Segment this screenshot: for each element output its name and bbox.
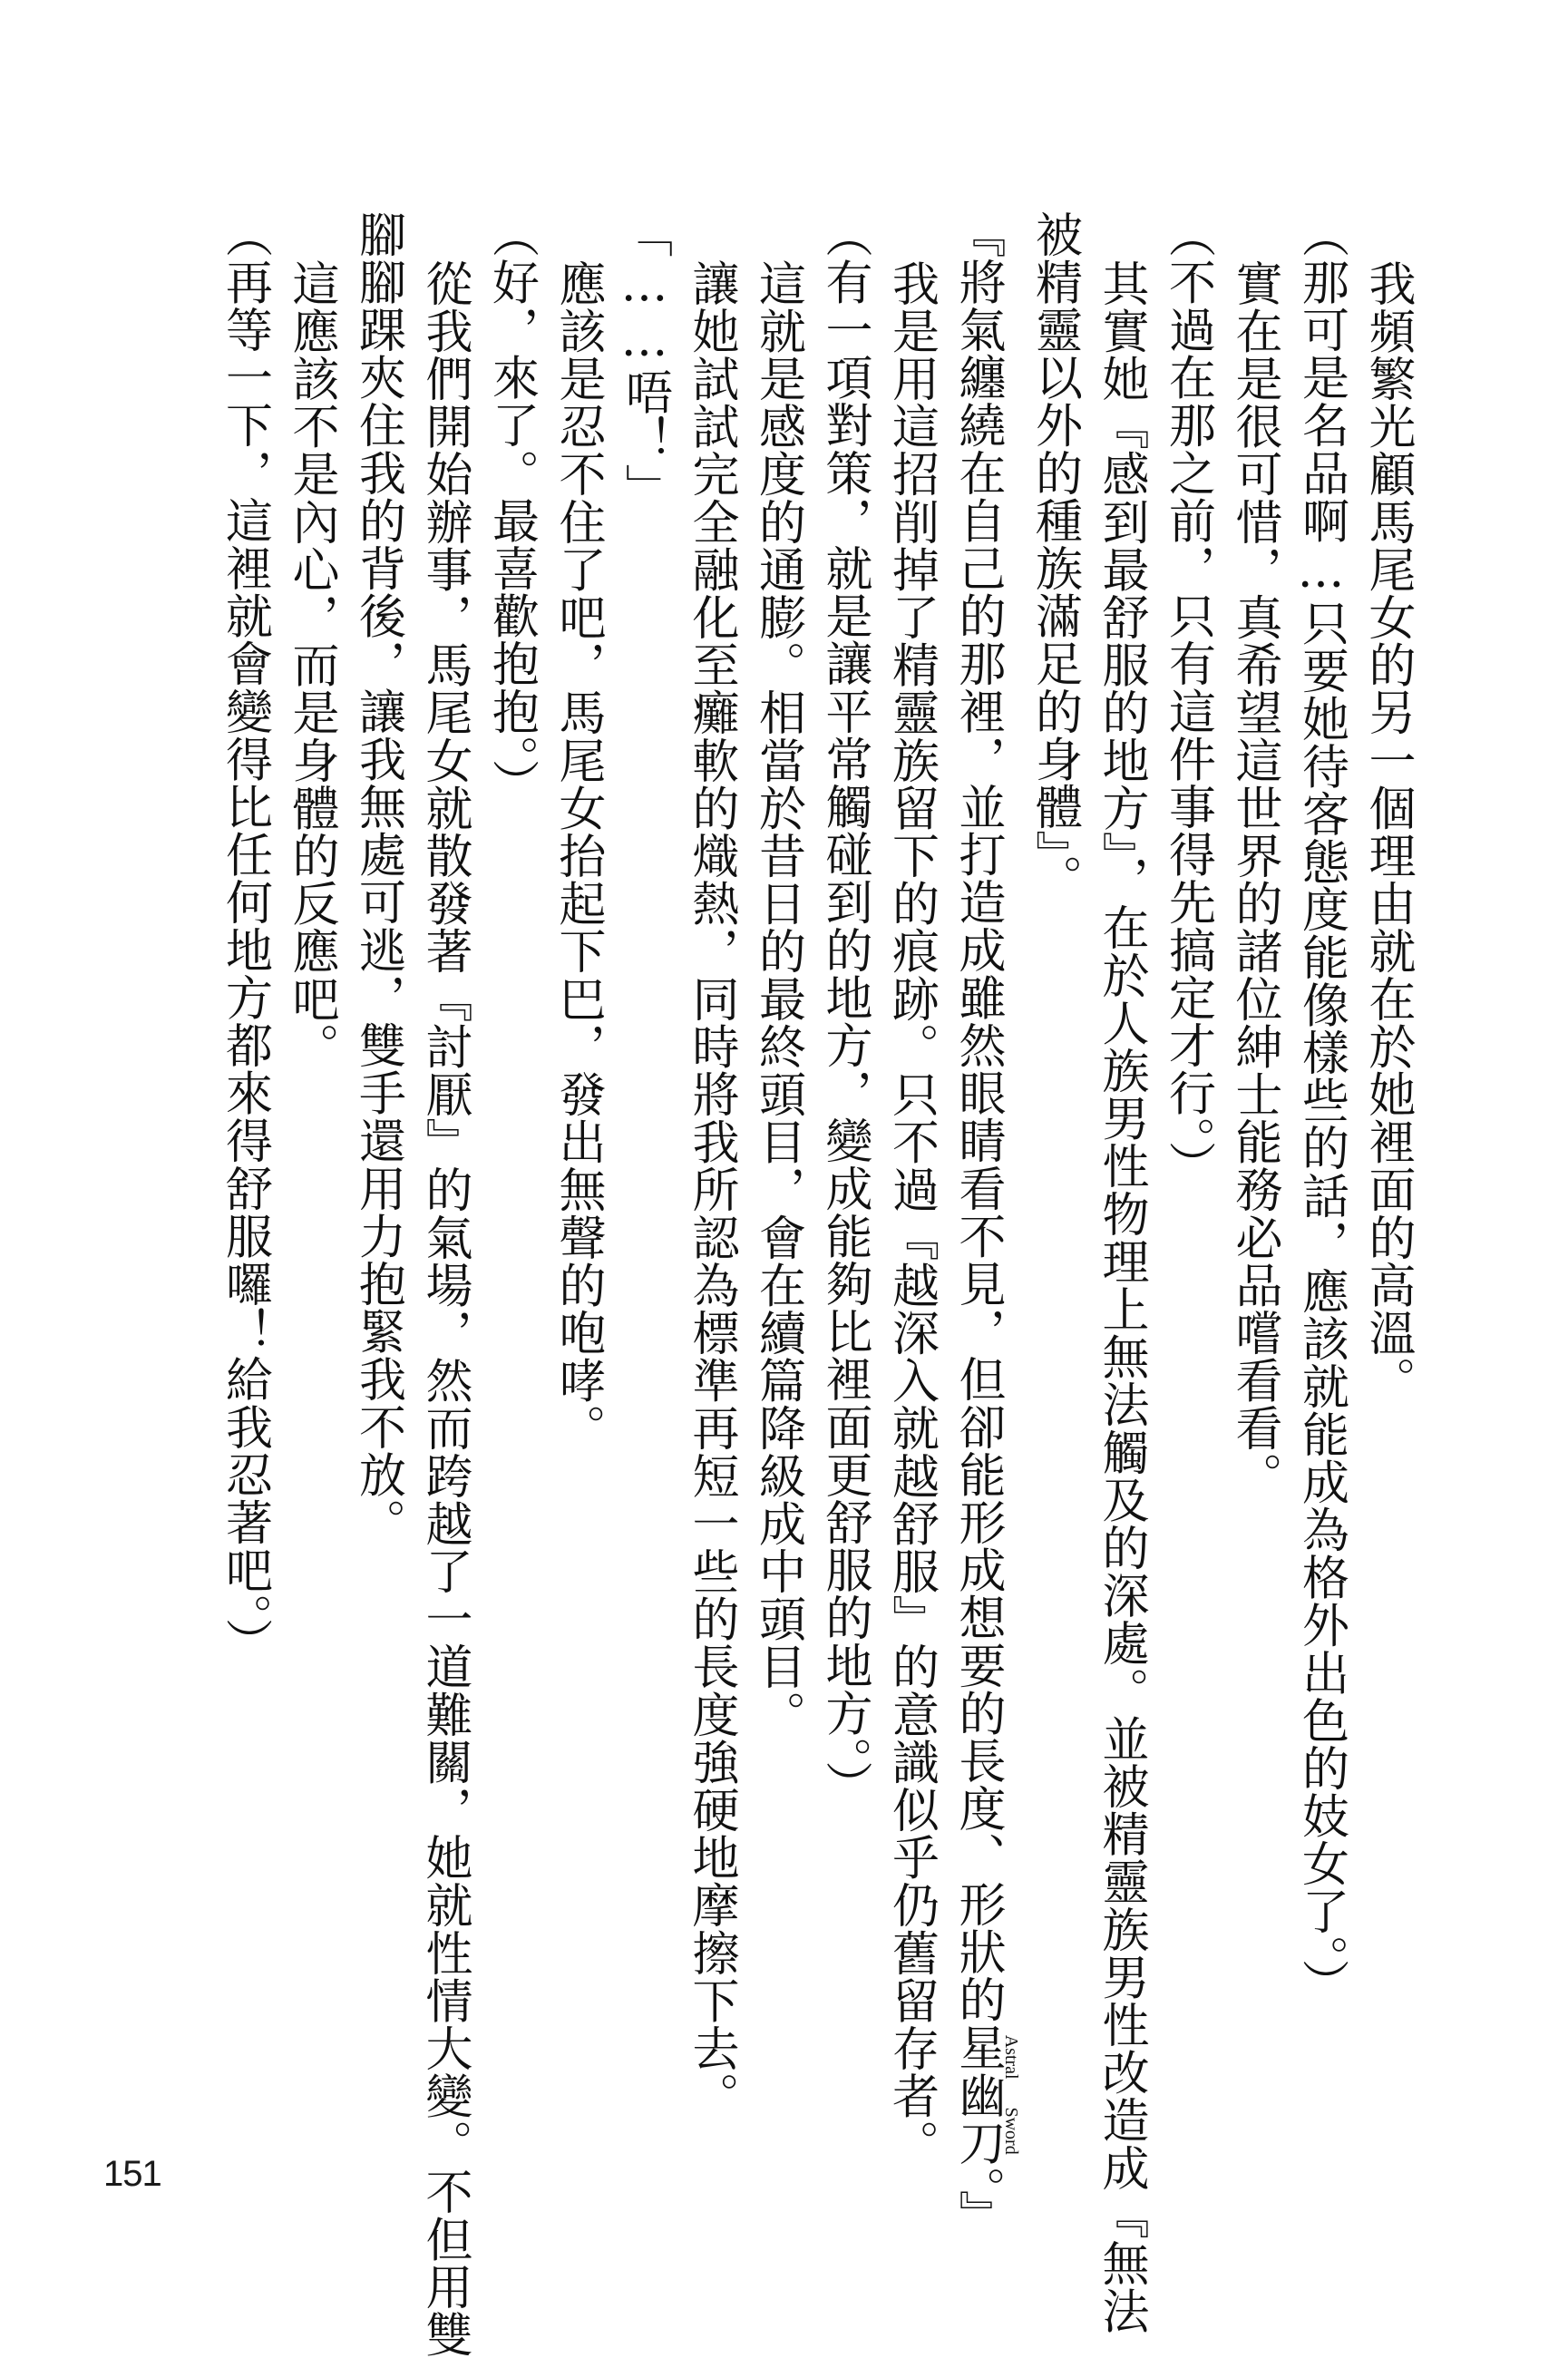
text-line-13: 應該是忍不住了吧，馬尾女抬起下巴，發出無聲的咆哮。 xyxy=(550,259,605,1452)
text-line-16: 腳腳踝夾住我的背後，讓我無處可逃，雙手還用力抱緊我不放。 xyxy=(350,210,405,1546)
text-line-6: 被精靈以外的種族滿足的身體』。 xyxy=(1027,210,1082,902)
text-line-10: 這就是感度的通膨。相當於昔日的最終頭目，會在續篇降級成中頭目。 xyxy=(750,259,805,1739)
text-line-8: 我是用這招削掉了精靈族留下的痕跡。只不過『越深入就越舒服』的意識似乎仍舊留存者。 xyxy=(883,259,939,2168)
text-line-1: 我頻繁光顧馬尾女的另一個理由就在於她裡面的高溫。 xyxy=(1360,259,1415,1405)
text-line-12: 「……唔！」 xyxy=(617,210,672,512)
text-line-2: （那可是名品啊…只要她待客態度能像樣些的話，應該就能成為格外出色的妓女了。） xyxy=(1293,210,1349,2007)
astral-sword-ruby xyxy=(950,2022,1021,2167)
page-number: 151 xyxy=(103,2154,161,2194)
ruby-annotation: Astral Sword xyxy=(1001,2022,1021,2167)
text-line-3: 實在是很可惜，真希望這世界的諸位紳士能務必品嚐看看。 xyxy=(1227,259,1281,1500)
text-line-14: （好，來了。最喜歡抱抱。） xyxy=(483,210,539,807)
text-line-7-main: 『將氣纏繞在自己的那裡，並打造成雖然眼睛看不見，但卻能形成想要的長度、形狀的 xyxy=(950,210,1005,2023)
text-line-9: （有一項對策，就是讓平常觸碰到的地方，變成能夠比裡面更舒服的地方。） xyxy=(817,210,872,1809)
text-line-15: 從我們開始辦事，馬尾女就散發著『討厭』的氣場，然而跨越了一道難關，她就性情大變。不但用雙 xyxy=(417,259,472,2358)
text-line-4: （不過在那之前，只有這件事得先搞定才行。） xyxy=(1160,210,1215,1189)
text-line-17: 這應該不是內心，而是身體的反應吧。 xyxy=(284,259,338,1071)
text-line-7-tail: 。』 xyxy=(950,2166,1005,2238)
text-line-18: （再等一下，這裡就會變得比任何地方都來得舒服囉！給我忍著吧。） xyxy=(217,210,272,1666)
ruby-base: 星幽刀 xyxy=(950,2022,1005,2167)
text-line-11: 讓她試試完全融化至癱軟的熾熱，同時將我所認為標準再短一些的長度強硬地摩擦下去。 xyxy=(684,259,738,2120)
text-line-7 xyxy=(944,210,1021,2238)
vertical-text-body xyxy=(210,210,1420,2358)
text-line-5: 其實她『感到最舒服的地方』，在於人族男性物理上無法觸及的深處。並被精靈族男性改造成『無法 xyxy=(1094,259,1148,2335)
